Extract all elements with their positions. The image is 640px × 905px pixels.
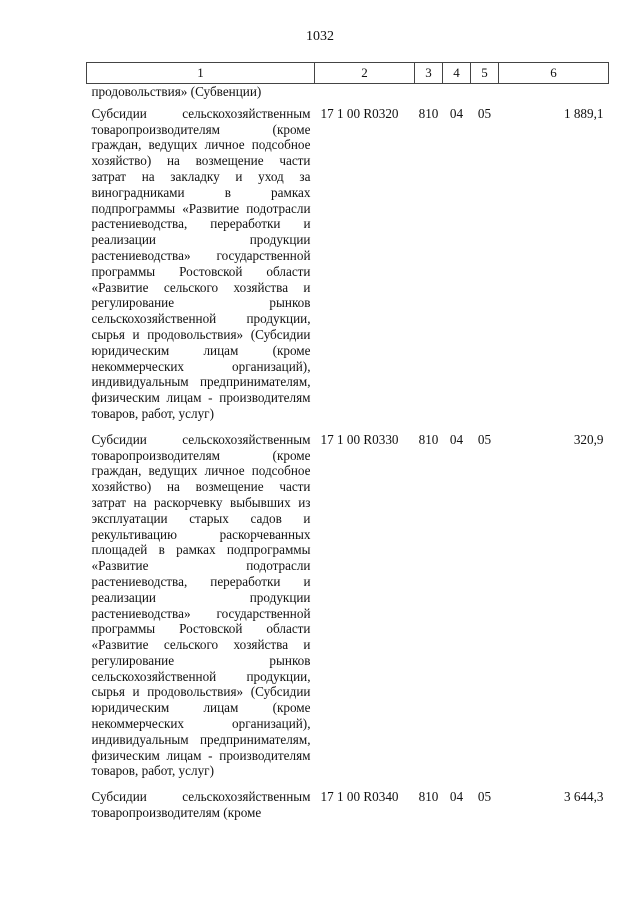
header-col-3: 3 <box>415 63 443 84</box>
header-col-1: 1 <box>87 63 315 84</box>
row-col4: 04 <box>449 431 464 447</box>
row-col5 <box>471 84 499 106</box>
row-col5: 05 <box>477 789 492 805</box>
row-code: 17 1 00 R0320 <box>320 105 399 121</box>
header-col-5: 5 <box>471 63 499 84</box>
row-amount: 3 644,3 <box>563 789 604 805</box>
row-col3: 810 <box>418 105 439 121</box>
row-amount <box>499 84 609 106</box>
header-row <box>87 63 609 84</box>
header-col-6: 6 <box>499 63 609 84</box>
row-col5: 05 <box>477 105 492 121</box>
page-number: 1032 <box>306 29 334 44</box>
row-col3: 810 <box>418 789 439 805</box>
row-code <box>315 84 415 106</box>
table-row <box>87 106 609 432</box>
row-amount: 320,9 <box>573 431 604 447</box>
table-row <box>87 432 609 790</box>
row-code: 17 1 00 R0330 <box>320 431 399 447</box>
row-col4: 04 <box>449 789 464 805</box>
header-col-4: 4 <box>443 63 471 84</box>
table-row <box>87 84 609 106</box>
budget-table <box>86 62 609 831</box>
row-col4 <box>443 84 471 106</box>
row-col4: 04 <box>449 105 464 121</box>
row-col3: 810 <box>418 431 439 447</box>
row-description: Субсидии сельскохозяйственным товаропроизводителям (кроме <box>91 789 311 821</box>
header-col-2: 2 <box>315 63 415 84</box>
row-description: Субсидии сельскохозяйственным товаропроизводителям (кроме граждан, ведущих личное подсобное хозяйство) на возмещение части затрат на закладку и уход за виноградниками в рамках подпрограммы «Развитие подотрасли растениеводства, переработки и реализации продукции растениеводства» государственной программы Ростовской области «Развитие сельского хозяйства и регулирование рынков сельскохозяйственной продукции, сырья и продовольствия» (Субсидии юридическим лицам (кроме некоммерческих организаций), индивидуальным предпринимателям, физическим лицам - производителям товаров, работ, услуг) <box>91 105 311 421</box>
row-code: 17 1 00 R0340 <box>320 789 399 805</box>
table-row <box>87 789 609 831</box>
row-description: Субсидии сельскохозяйственным товаропроизводителям (кроме граждан, ведущих личное подсобное хозяйство) на возмещение части затрат на раскорчевку выбывших из эксплуатации старых садов и рекультивацию раскорчеванных площадей в рамках подпрограммы «Развитие подотрасли растениеводства, переработки и реализации продукции растениеводства» государственной программы Ростовской области «Развитие сельского хозяйства и регулирование рынков сельскохозяйственной продукции, сырья и продовольствия» (Субсидии юридическим лицам (кроме некоммерческих организаций), индивидуальным предпринимателям, физическим лицам - производителям товаров, работ, услуг) <box>91 431 311 779</box>
row-col3 <box>415 84 443 106</box>
row-col5: 05 <box>477 431 492 447</box>
row-description: продовольствия» (Субвенции) <box>91 84 262 99</box>
row-amount: 1 889,1 <box>563 105 604 121</box>
